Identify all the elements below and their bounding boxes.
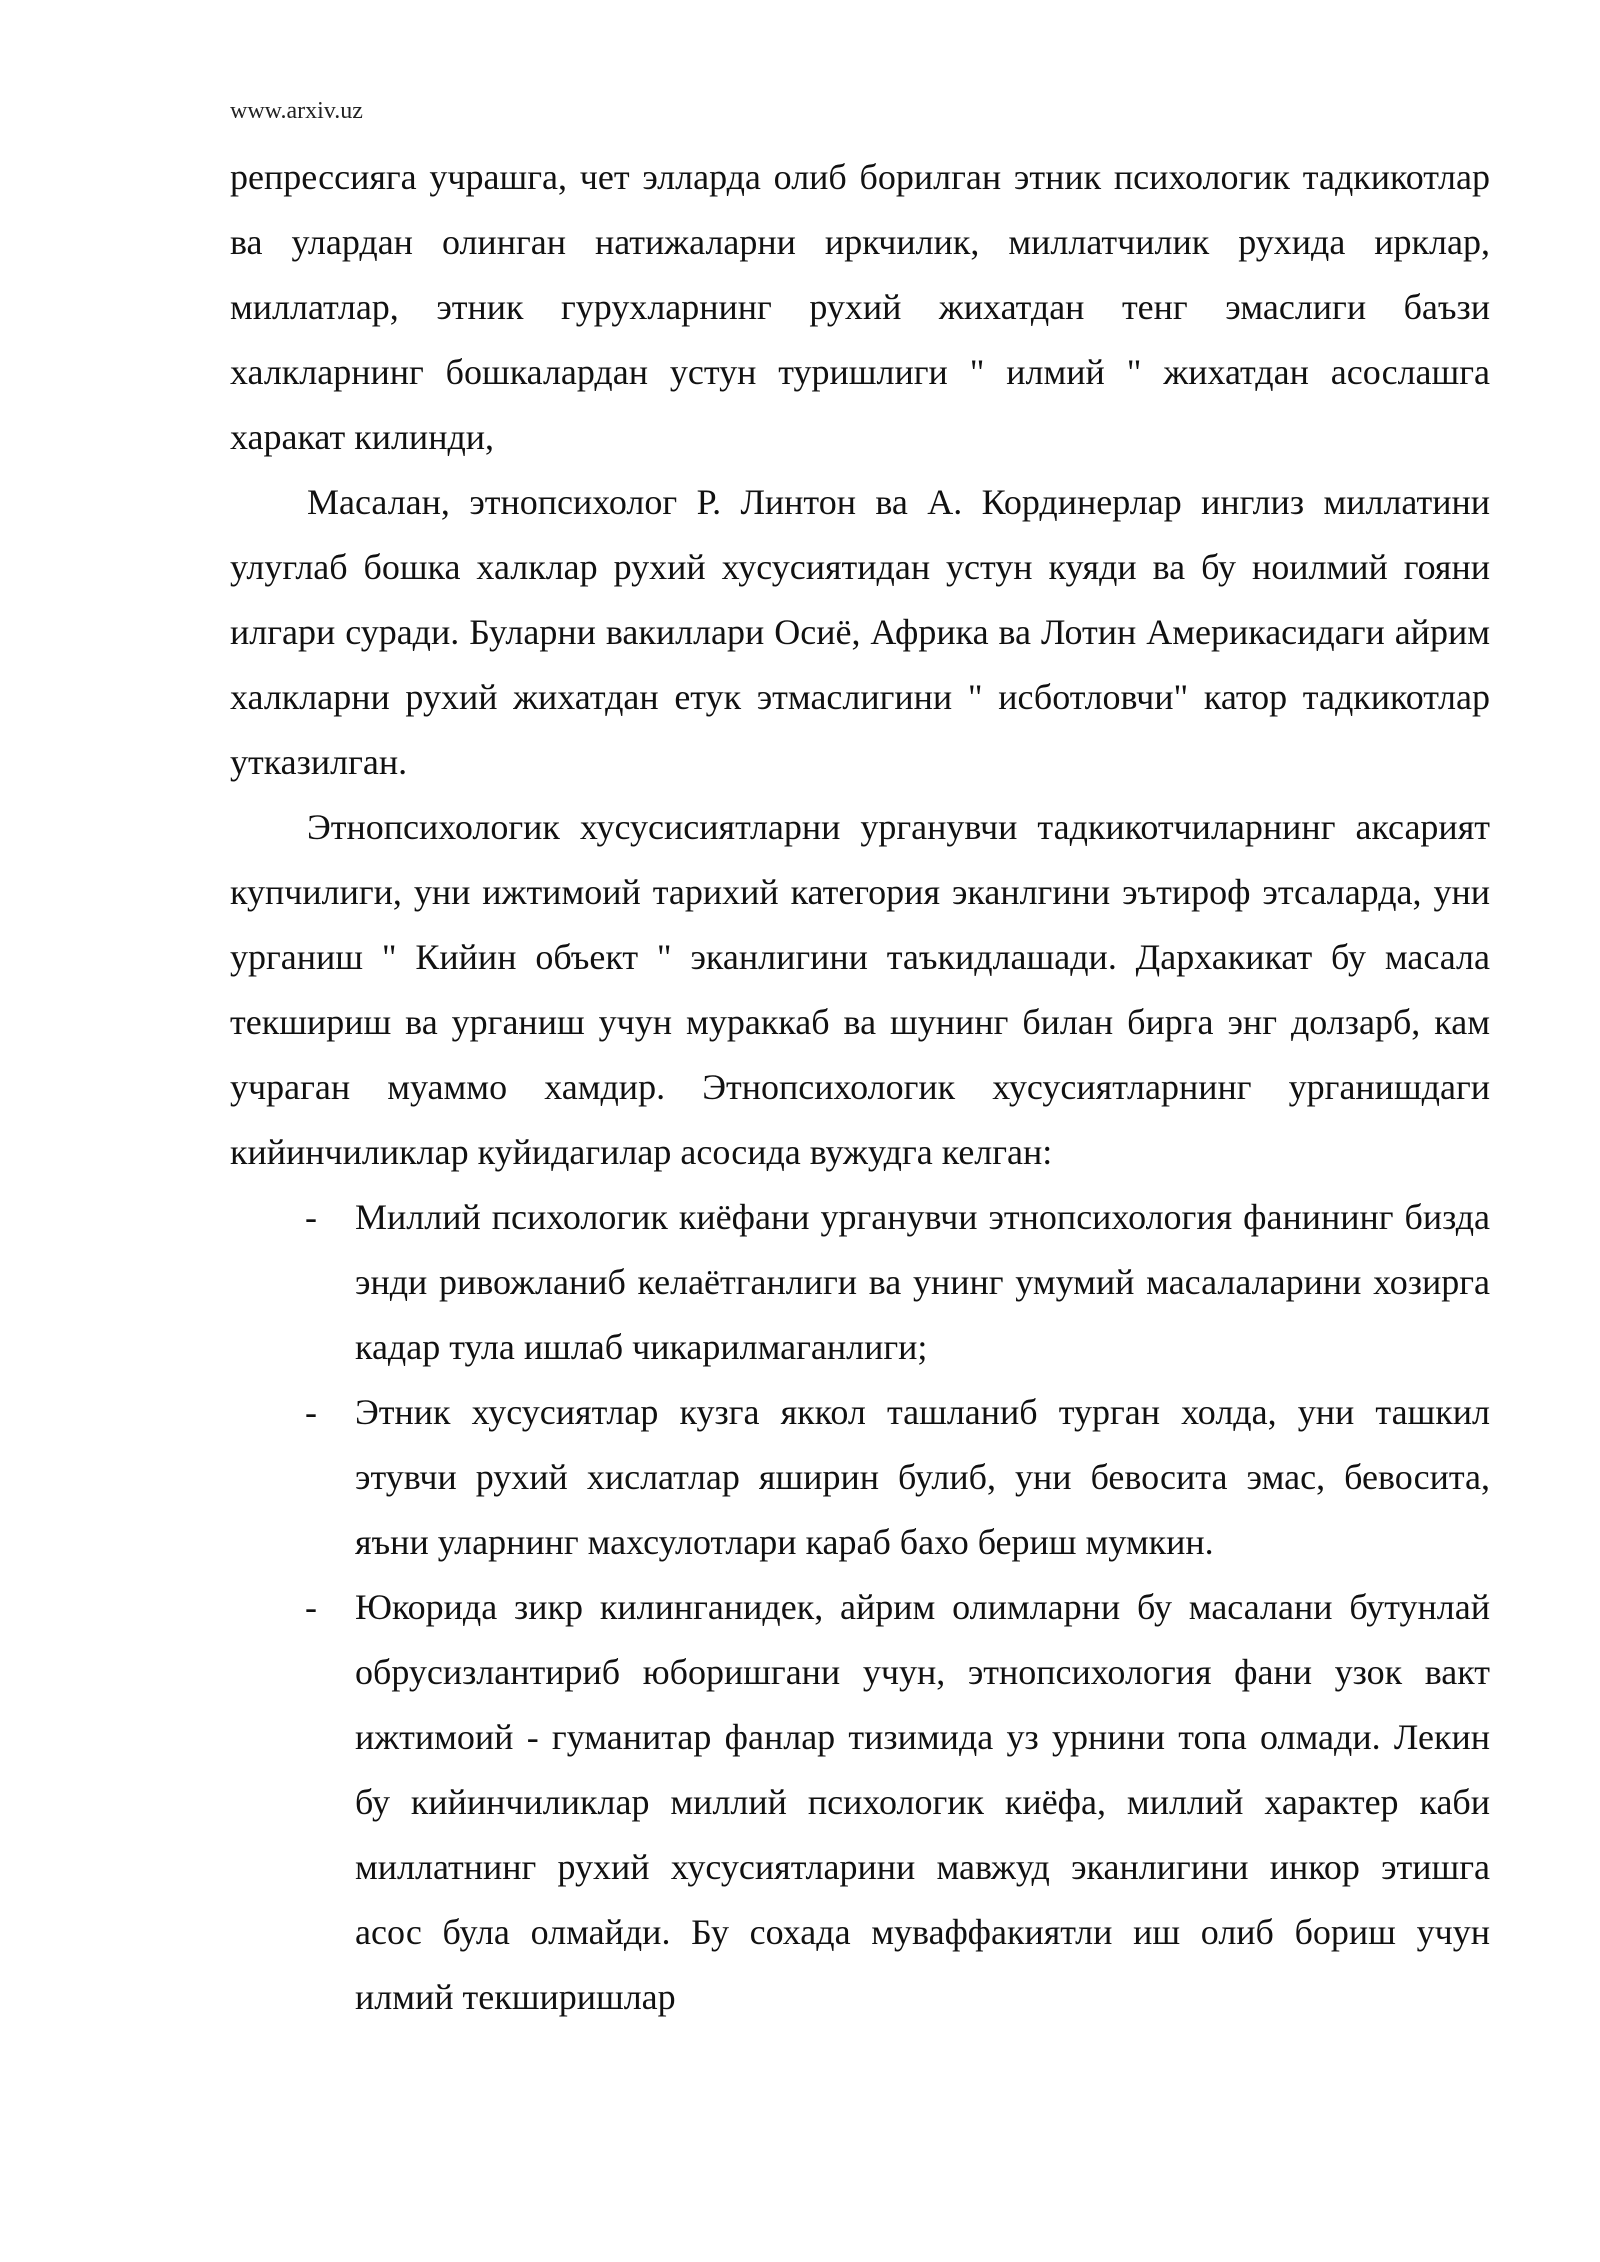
paragraph-3: Этнопсихологик хусусисиятларни урганувчи тадкикотчиларнинг аксарият купчилиги, уни ижтимоий тарихий категория эканлгини эътироф этсаларда, уни урганиш " Кийин объект " эканлигини таъкидлашади. Дархакикат бу масала текшириш ва урганиш учун мураккаб ва шунинг билан бирга энг долзарб, кам учраган муаммо хамдир. Этнопсихологик хусусиятларнинг урганишдаги кийинчиликлар куйидагилар асосида вужудга келган: <box>230 807 1490 1172</box>
paragraph-2: Масалан, этнопсихолог Р. Линтон ва А. Кординерлар инглиз миллатини улуглаб бошка халклар рухий хусусиятидан устун куяди ва бу ноилмий гояни илгари суради. Буларни вакиллари Осиё, Африка ва Лотин Америкасидаги айрим халкларни рухий жихатдан етук этмаслигини " исботловчи" катор тадкикотлар утказилган. <box>230 482 1490 782</box>
bullet-item-3 <box>230 1575 1490 2030</box>
bullet-item-1 <box>230 1185 1490 1380</box>
header-url: www.arxiv.uz <box>230 98 363 124</box>
bullet-marker: - <box>305 1197 317 1237</box>
paragraph-1: репрессияга учрашга, чет элларда олиб борилган этник психологик тадкикотлар ва улардан олинган натижаларни иркчилик, миллатчилик рухида ирклар, миллатлар, этник гурухларнинг рухий жихатдан тенг эмаслиги баъзи халкларнинг бошкалардан устун туришлиги " илмий " жихатдан асослашга харакат килинди, <box>230 157 1490 457</box>
bullet-text: Юкорида зикр килинганидек, айрим олимларни бу масалани бутунлай обрусизлантириб юборишгани учун, этнопсихология фани узок вакт ижтимоий - гуманитар фанлар тизимида уз урнини топа олмади. Лекин бу кийинчиликлар миллий психологик киёфа, миллий характер каби миллатнинг рухий хусусиятларини мавжуд эканлигини инкор этишга асос була олмайди. Бу сохада муваффакиятли иш олиб бориш учун илмий текширишлар <box>355 1587 1490 2017</box>
bullet-marker: - <box>305 1587 317 1627</box>
bullet-item-2 <box>230 1380 1490 1575</box>
bullet-text: Миллий психологик киёфани урганувчи этнопсихология фанининг бизда энди ривожланиб келаётганлиги ва унинг умумий масалаларини хозирга кадар тула ишлаб чикарилмаганлиги; <box>355 1197 1490 1367</box>
document-body <box>230 145 1490 2030</box>
bullet-marker: - <box>305 1392 317 1432</box>
bullet-list <box>230 1185 1490 2030</box>
bullet-text: Этник хусусиятлар кузга яккол ташланиб турган холда, уни ташкил этувчи рухий хислатлар яширин булиб, уни бевосита эмас, бевосита, яъни уларнинг махсулотлари караб бахо бериш мумкин. <box>355 1392 1490 1562</box>
